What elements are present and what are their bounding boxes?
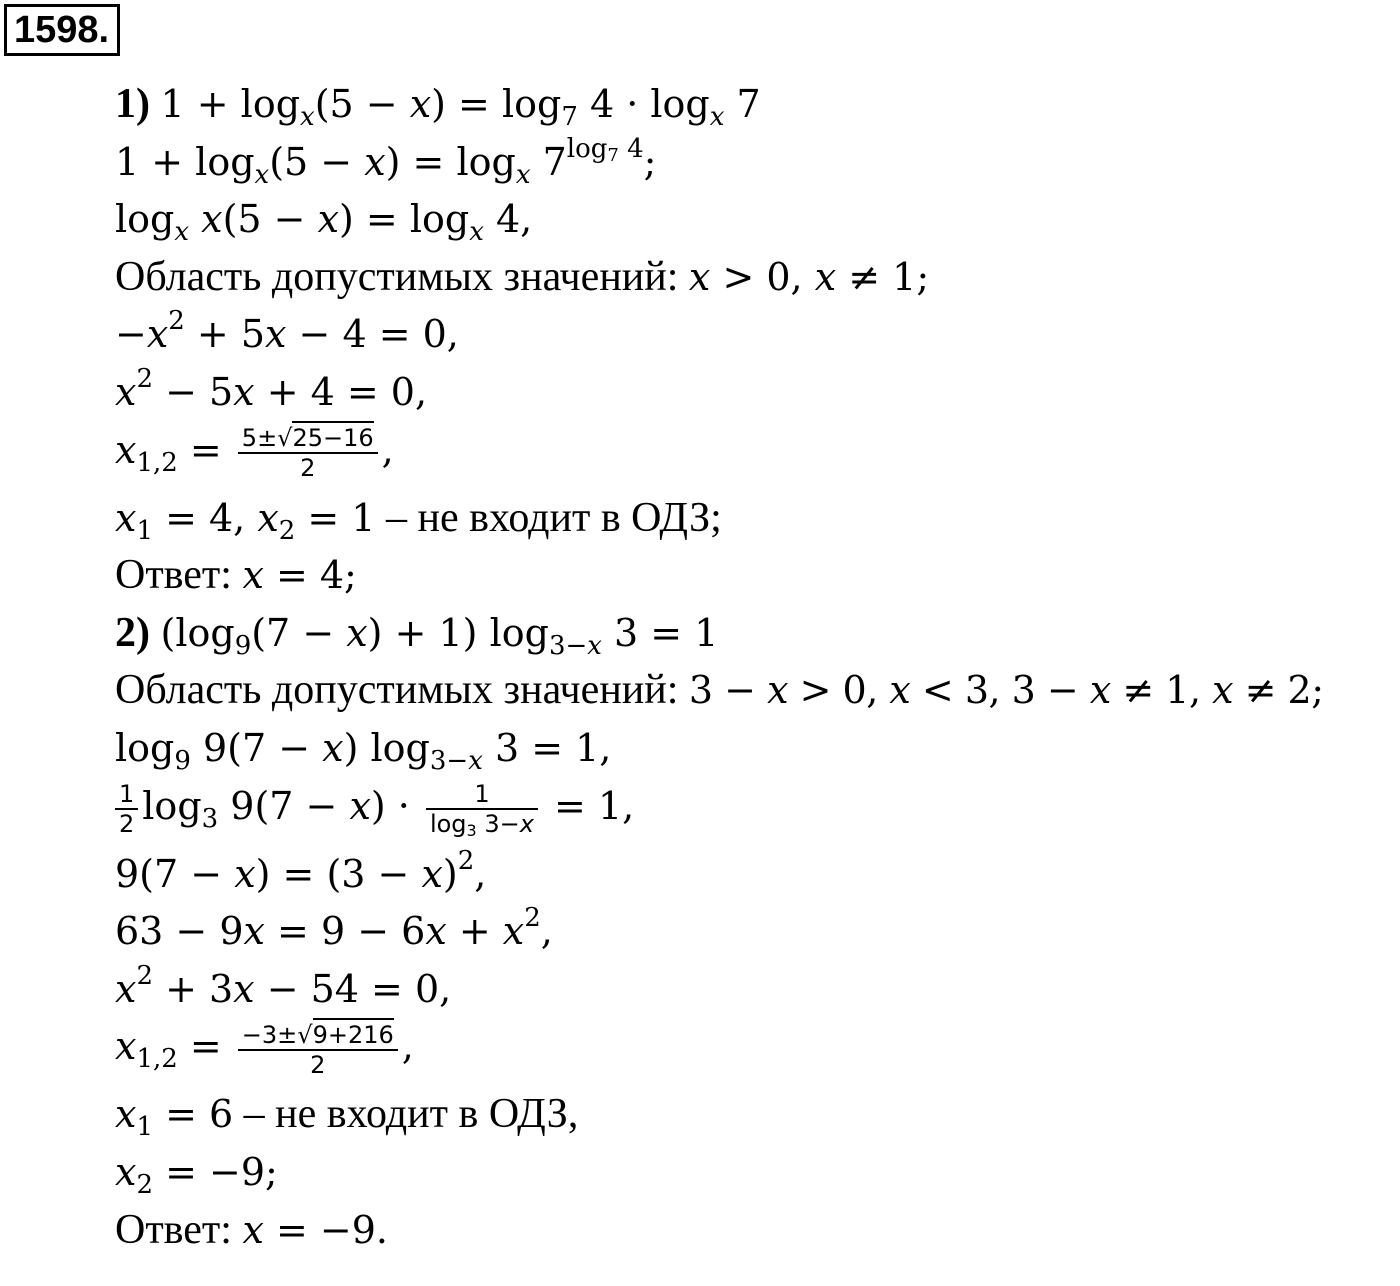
part1-label: 1) bbox=[115, 81, 150, 127]
part2-equation: 2) $(\log_9(7 - x) + 1)$ $\log_{3-x} 3 = 1$ bbox=[115, 609, 719, 661]
part2-step5: $x^2 + 3x - 54 = 0$, bbox=[115, 960, 452, 1011]
part2-step4: $63 - 9x = 9 - 6x + x^2$, bbox=[115, 903, 553, 954]
part2-domain-text: Область допустимых значений: bbox=[115, 667, 679, 714]
part2-root1-note: – не входит в ОДЗ, bbox=[243, 1091, 579, 1138]
part2-root1: $x_1 = 6$ – не входит в ОДЗ, bbox=[115, 1091, 579, 1143]
part2-answer: Ответ: x = −9. bbox=[115, 1206, 388, 1253]
solution-body bbox=[115, 76, 1400, 1259]
part1-step2: $\log_x x(5 - x) = \log_x 4$, bbox=[115, 197, 533, 248]
part2-roots-fraction: $\frac{-3\pm√9+216}{2}$ bbox=[238, 1021, 398, 1079]
part1-step1: $1 + \log_x(5 - x) = \log_x 7^{log_7 4}$; bbox=[115, 133, 657, 190]
part1-domain-text: Область допустимых значений: bbox=[115, 253, 679, 300]
part1-roots: $x_1 = 4$, $x_2 = 1$ – не входит в ОДЗ; bbox=[115, 494, 722, 546]
part1-answer-label: Ответ: bbox=[115, 552, 232, 599]
part1-domain: Область допустимых значений: x > 0, x ≠ 1; bbox=[115, 253, 930, 300]
part1-roots-note: – не входит в ОДЗ; bbox=[386, 494, 722, 541]
part1-step4: $x^2 - 5x + 4 = 0$, bbox=[115, 363, 428, 414]
part1-roots-fraction: $\frac{5\pm√25-16}{2}$ bbox=[238, 424, 378, 482]
part2-step1: $\log_9 9(7 - x)$ $\log_{3-x} 3 = 1$, bbox=[115, 725, 612, 776]
part2-root2: $x_2 = -9$; bbox=[115, 1149, 278, 1200]
part1-answer: Ответ: x = 4; bbox=[115, 552, 357, 599]
part2-label: 2) bbox=[115, 609, 150, 656]
part2-reciprocal-fraction: $\frac{1}{\log_3 3-x}$ bbox=[426, 780, 538, 838]
problem-number: 1598. bbox=[4, 4, 120, 56]
part1-roots-formula: $x_{1,2}$ = $\frac{5\pm√25-16}{2}$ , bbox=[115, 422, 1400, 490]
part2-roots-formula: $x_{1,2}$ = $\frac{-3\pm√9+216}{2}$ , bbox=[115, 1018, 1400, 1086]
part2-answer-label: Ответ: bbox=[115, 1206, 232, 1253]
part1-equation: 1) $1 + \log_x(5 - x) = \log_7 4 \cdot \log_x 7$ bbox=[115, 81, 761, 132]
part2-half-fraction: $\frac{1}{2}$ bbox=[115, 780, 138, 838]
part2-domain: Область допустимых значений: 3 − x > 0, x < 3, 3 − x ≠ 1, x ≠ 2; bbox=[115, 667, 1324, 714]
part2-step3: $9(7 - x) = (3 - x)^2$, bbox=[115, 845, 487, 896]
part2-step2: $\frac{1}{2}$ $\log_3 9(7 - x)$ · $\frac{1}{\log_3 3-x}$ = 1, bbox=[115, 778, 1400, 846]
part1-step3: $-x^2 + 5x - 4 = 0$, bbox=[115, 306, 459, 357]
